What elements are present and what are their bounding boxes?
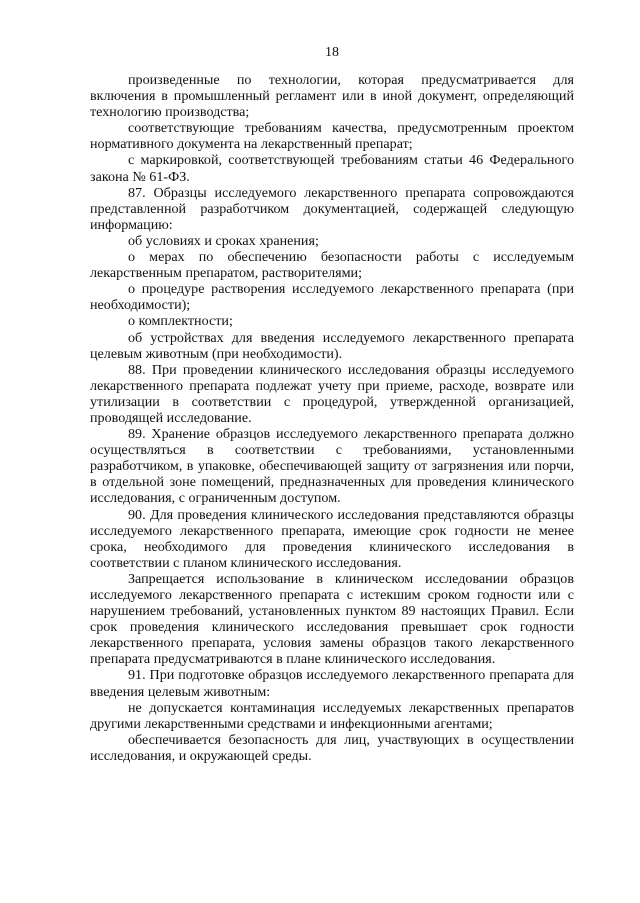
paragraph: о процедуре растворения исследуемого лекарственного препарата (при необходимости); xyxy=(90,281,574,314)
paragraph: об условиях и сроках хранения; xyxy=(128,232,319,249)
paragraph: произведенные по технологии, которая предусматривается для включения в промышленный регламент или в иной документ, определяющий технологию производства; xyxy=(90,72,574,121)
paragraph-item-89: 89. Хранение образцов исследуемого лекарственного препарата должно осуществляться в соответствии с требованиями, установленными разработчиком, в упаковке, обеспечивающей защиту от загрязнения или порчи, в отдельной зоне помещений, предназначенных для проведения клинического исследования, с ограниченным доступом. xyxy=(90,426,574,507)
page-number: 18 xyxy=(325,45,339,60)
paragraph-item-91: 91. При подготовке образцов исследуемого лекарственного препарата для введения целевым животным: xyxy=(90,667,574,700)
paragraph-item-88: 88. При проведении клинического исследования образцы исследуемого лекарственного препарата подлежат учету при приеме, расходе, возврате или утилизации в соответствии с процедурой, утвержденной организацией, проводящей исследование. xyxy=(90,361,574,426)
document-body xyxy=(90,72,574,764)
paragraph: обеспечивается безопасность для лиц, участвующих в осуществлении исследования, и окружающей среды. xyxy=(90,731,574,764)
paragraph: с маркировкой, соответствующей требованиям статьи 46 Федерального закона № 61-ФЗ. xyxy=(90,152,574,185)
paragraph: не допускается контаминация исследуемых лекарственных препаратов другими лекарственными средствами и инфекционными агентами; xyxy=(90,699,574,732)
paragraph-item-87: 87. Образцы исследуемого лекарственного препарата сопровождаются представленной разработчиком документацией, содержащей следующую информацию: xyxy=(90,184,574,233)
paragraph: соответствующие требованиям качества, предусмотренным проектом нормативного документа на лекарственный препарат; xyxy=(90,120,574,153)
paragraph: о мерах по обеспечению безопасности работы с исследуемым лекарственным препаратом, растворителями; xyxy=(90,249,574,282)
paragraph-item-90: 90. Для проведения клинического исследования представляются образцы исследуемого лекарственного препарата, имеющие срок годности не менее срока, необходимого для проведения клинического исследования в соответствии с планом клинического исследования. xyxy=(90,506,574,571)
paragraph: об устройствах для введения исследуемого лекарственного препарата целевым животным (при необходимости). xyxy=(90,329,574,362)
paragraph: Запрещается использование в клиническом исследовании образцов исследуемого лекарственного препарата с истекшим сроком годности или с нарушением требований, установленных пунктом 89 настоящих Правил. Если срок проведения клинического исследования превышает срок годности лекарственного препарата, условия замены образцов такого лекарственного препарата предусматриваются в плане клинического исследования. xyxy=(90,570,574,668)
paragraph: о комплектности; xyxy=(128,313,233,330)
